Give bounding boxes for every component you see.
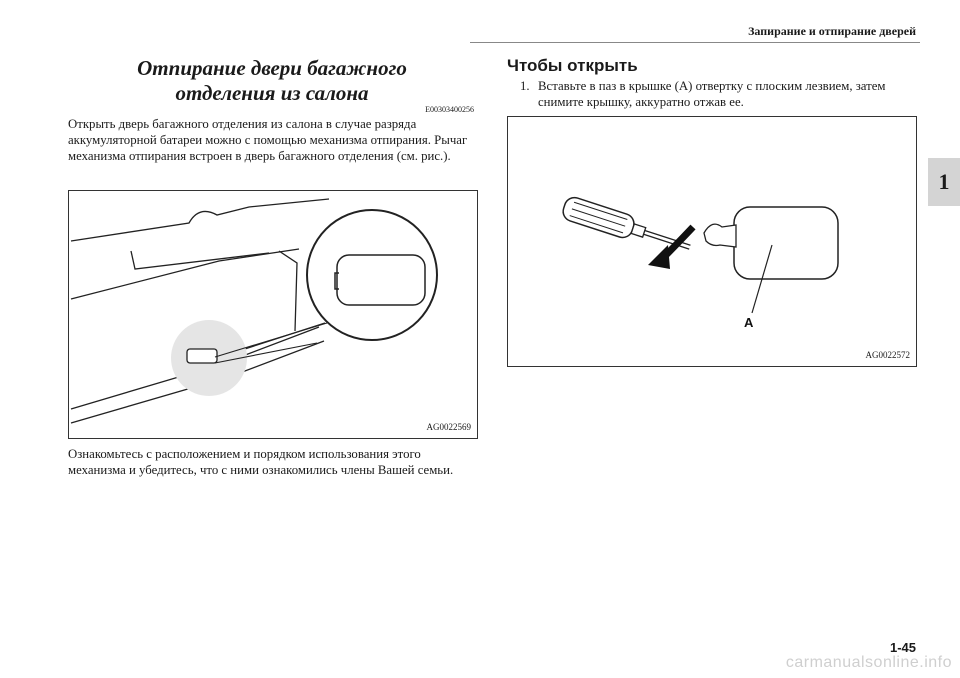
chapter-tab: 1 (928, 158, 960, 206)
page-header-title: Запирание и отпирание дверей (748, 24, 916, 38)
tailgate-illustration (69, 191, 477, 438)
release-cover-small (187, 349, 217, 363)
hand-pry-shape (704, 224, 736, 247)
section-title-line-2: отделения из салона (175, 81, 369, 105)
step-text: Вставьте в паз в крышке (А) отвертку с плоским лезвием, затем снимите крышку, аккуратно отжав ее. (538, 79, 886, 109)
page-number: 1-45 (889, 640, 916, 655)
step-1 (520, 78, 920, 110)
section-code: E00303400256 (425, 105, 474, 114)
watermark: carmanualsonline.info (785, 654, 952, 671)
figure-id: AG0022572 (865, 350, 910, 360)
screwdriver-figure (507, 116, 917, 367)
open-heading: Чтобы открыть (507, 56, 638, 75)
callout-label: A (744, 315, 754, 330)
tailgate-release-figure (68, 190, 478, 439)
figure-id: AG0022569 (426, 422, 471, 432)
intro-paragraph: Открыть дверь багажного отделения из салона в случае разряда аккумуляторной батареи можно с помощью механизма отпирания. Рычаг механизма отпирания встроен в дверь багажного отделения (см. рис.). (68, 117, 468, 163)
header-divider (470, 42, 920, 43)
screwdriver-illustration (508, 117, 916, 366)
step-number: 1. (520, 79, 530, 93)
cover-a (734, 207, 838, 279)
section-title-line-1: Отпирание двери багажного (137, 56, 407, 80)
release-cover-zoomed (337, 255, 425, 305)
section-title (68, 56, 476, 106)
family-paragraph: Ознакомьтесь с расположением и порядком использования этого механизма и убедитесь, что с ними ознакомились члены Вашей семьи. (68, 447, 454, 477)
